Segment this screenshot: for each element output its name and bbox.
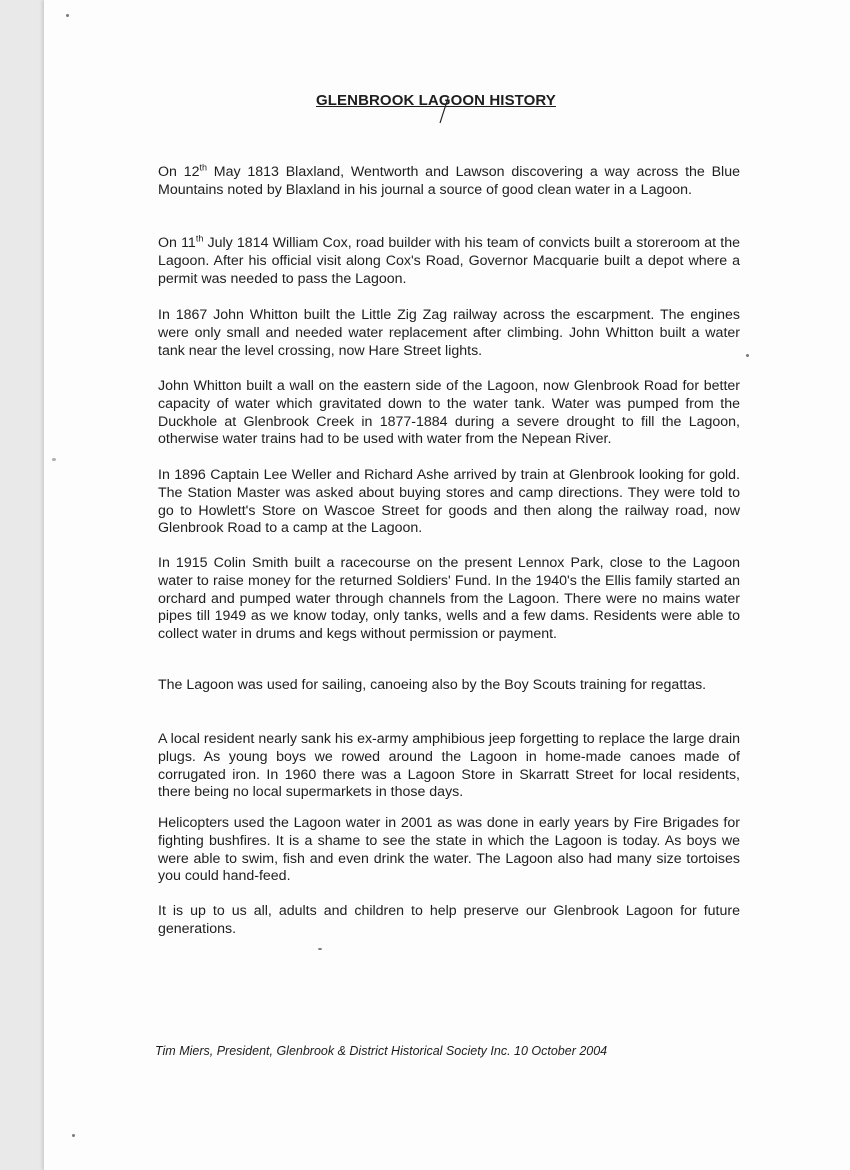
document-footer: Tim Miers, President, Glenbrook & District Historical Society Inc. 10 October 2004 bbox=[155, 1044, 608, 1058]
paragraph-5: In 1896 Captain Lee Weller and Richard Ashe arrived by train at Glenbrook looking for gold. The Station Master was asked about buying stores and camp directions. They were told to go to Howlett's Store on Wascoe Street for goods and then along the railway road, now Glenbrook Road to a camp at the Lagoon. bbox=[158, 467, 740, 537]
title-pen-mark bbox=[436, 96, 452, 126]
paragraph-1 bbox=[158, 164, 740, 200]
paragraph-2-start: On 11 bbox=[158, 235, 196, 251]
paragraph-4: John Whitton built a wall on the eastern side of the Lagoon, now Glenbrook Road for better capacity of water which gravitated down to the water tank. Water was pumped from the Duckhole at Glenbrook Creek in 1877-1884 during a severe drought to fill the Lagoon, otherwise water trains had to be used with water from the Nepean River. bbox=[158, 378, 740, 448]
paragraph-1-start: On 12 bbox=[158, 164, 200, 180]
scan-speck bbox=[66, 14, 69, 17]
scan-speck bbox=[72, 1134, 75, 1137]
paragraph-6: In 1915 Colin Smith built a racecourse on the present Lennox Park, close to the Lagoon water to raise money for the returned Soldiers' Fund. In the 1940's the Ellis family started an orchard and pumped water through channels from the Lagoon. There were no mains water pipes till 1949 as we know today, only tanks, wells and a few dams. Residents were able to collect water in drums and kegs without permission or payment. bbox=[158, 555, 740, 643]
ordinal-suffix: th bbox=[199, 162, 208, 173]
paragraph-10: It is up to us all, adults and children to help preserve our Glenbrook Lagoon for future generations. bbox=[158, 903, 740, 937]
paragraph-1-rest: May 1813 Blaxland, Wentworth and Lawson discovering a way across the Blue Mountains noted by Blaxland in his journal a source of good clean water in a Lagoon. bbox=[158, 164, 740, 198]
paragraph-7: The Lagoon was used for sailing, canoeing also by the Boy Scouts training for regattas. bbox=[158, 677, 707, 693]
document-title: GLENBROOK LAGOON HISTORY bbox=[316, 92, 556, 109]
paragraph-9: Helicopters used the Lagoon water in 2001 as was done in early years by Fire Brigades for fighting bushfires. It is a shame to see the state in which the Lagoon is today. As boys we were able to swim, fish and even drink the water. The Lagoon also had many size tortoises you could hand-feed. bbox=[158, 815, 740, 885]
paragraph-2-rest: July 1814 William Cox, road builder with his team of convicts built a storeroom at the Lagoon. After his official visit along Cox's Road, Governor Macquarie built a depot where a permit was needed to pass the Lagoon. bbox=[158, 235, 740, 287]
scan-speck bbox=[52, 458, 56, 461]
paragraph-3: In 1867 John Whitton built the Little Zig Zag railway across the escarpment. The engines were only small and needed water replacement after climbing. John Whitton built a water tank near the level crossing, now Hare Street lights. bbox=[158, 307, 740, 359]
ordinal-suffix: th bbox=[195, 233, 204, 244]
paragraph-2 bbox=[158, 235, 740, 288]
scan-speck bbox=[746, 354, 749, 357]
paragraph-8: A local resident nearly sank his ex-army amphibious jeep forgetting to replace the large drain plugs. As young boys we rowed around the Lagoon in home-made canoes made of corrugated iron. In 1960 there was a Lagoon Store in Skarratt Street for local residents, there being no local supermarkets in those days. bbox=[158, 731, 740, 801]
scan-speck bbox=[318, 948, 322, 950]
